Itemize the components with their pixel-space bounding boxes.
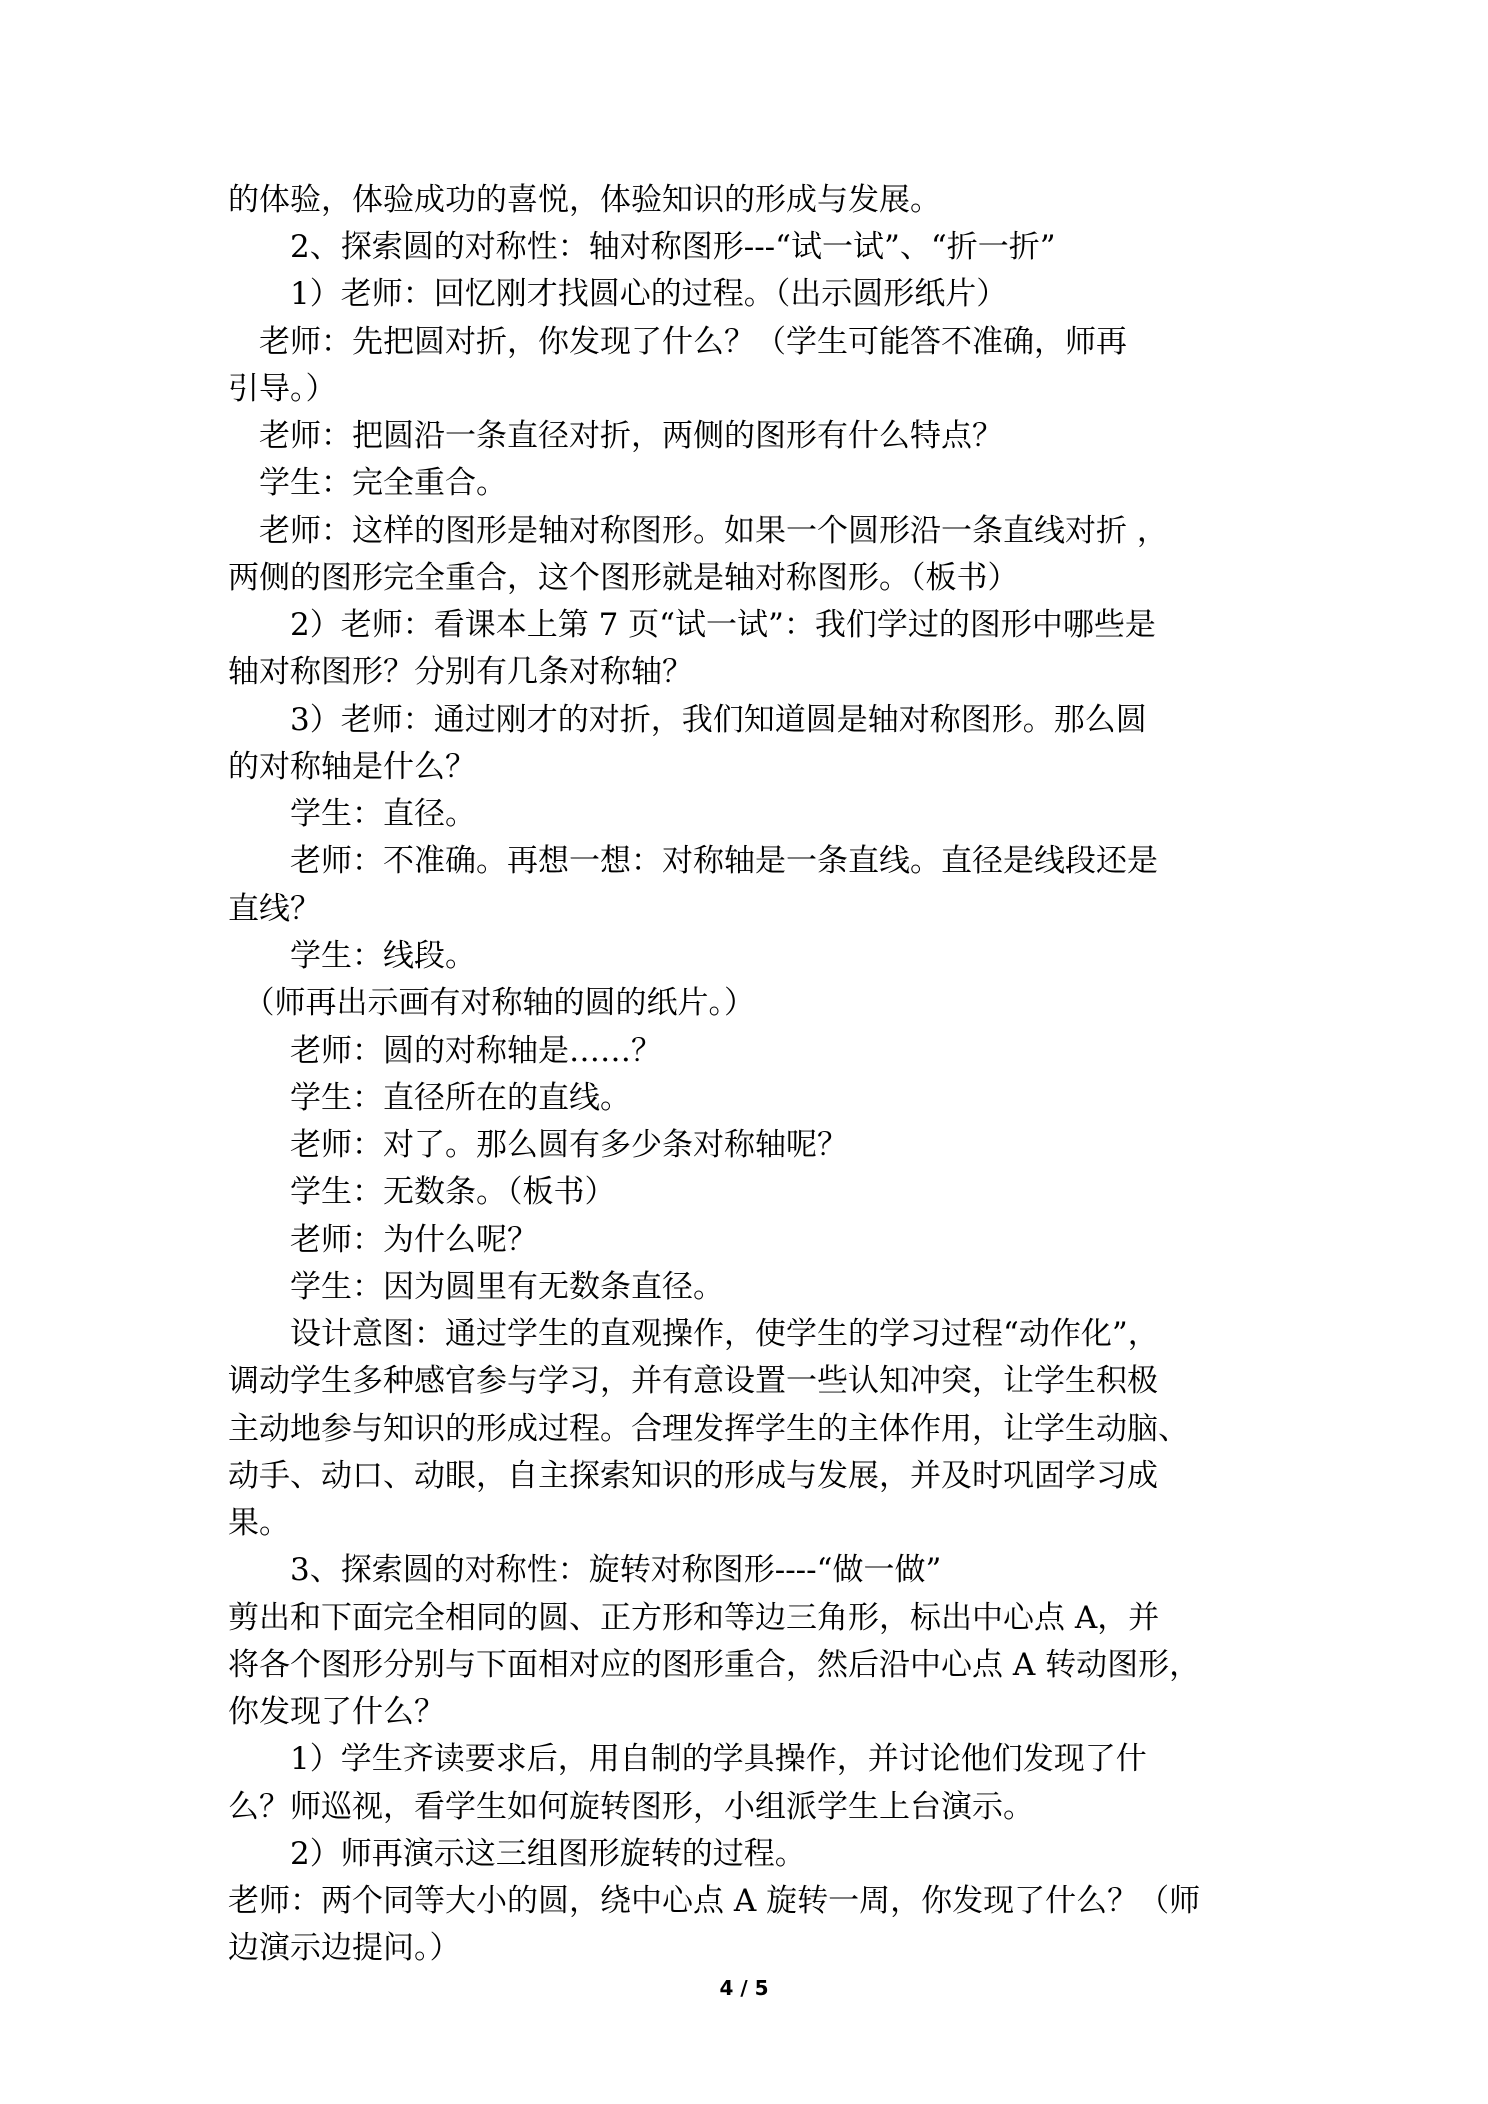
text-line: 老师：先把圆对折，你发现了什么？（学生可能答不准确，师再: [228, 324, 1127, 360]
text-line: 学生：直径所在的直线。: [228, 1080, 631, 1116]
text-line: 老师：这样的图形是轴对称图形。如果一个圆形沿一条直线对折 ，: [228, 513, 1168, 549]
page-number: 4 / 5: [719, 1976, 769, 2000]
text-line: 你发现了什么？: [228, 1694, 445, 1730]
text-line: 1）学生齐读要求后，用自制的学具操作，并讨论他们发现了什: [228, 1741, 1147, 1777]
text-line: 两侧的图形完全重合，这个图形就是轴对称图形。（板书）: [228, 560, 1019, 596]
text-line: 学生：完全重合。: [228, 465, 507, 501]
text-line: 1）老师：回忆刚才找圆心的过程。（出示圆形纸片）: [228, 276, 1008, 312]
text-line: 老师：不准确。再想一想：对称轴是一条直线。直径是线段还是: [228, 843, 1158, 879]
text-line: 老师：圆的对称轴是……？: [228, 1033, 662, 1069]
text-line: 2）师再演示这三组图形旋转的过程。: [228, 1836, 806, 1872]
text-line: 学生：因为圆里有无数条直径。: [228, 1269, 724, 1305]
text-line: 3、探索圆的对称性：旋转对称图形----“做一做”: [228, 1552, 942, 1588]
text-line: 轴对称图形？分别有几条对称轴？: [228, 654, 693, 690]
text-line: 2）老师：看课本上第 7 页“试一试”：我们学过的图形中哪些是: [228, 607, 1156, 643]
text-line: 设计意图：通过学生的直观操作，使学生的学习过程“动作化”，: [228, 1316, 1159, 1352]
text-line: 么？师巡视，看学生如何旋转图形，小组派学生上台演示。: [228, 1789, 1034, 1825]
text-line: 动手、动口、动眼，自主探索知识的形成与发展，并及时巩固学习成: [228, 1458, 1158, 1494]
text-line: （师再出示画有对称轴的圆的纸片。）: [228, 985, 755, 1021]
text-line: 边演示边提问。）: [228, 1930, 461, 1966]
text-line: 学生：无数条。（板书）: [228, 1174, 616, 1210]
text-line: 直线？: [228, 891, 321, 927]
text-line: 2、探索圆的对称性：轴对称图形---“试一试”、“折一折”: [228, 229, 1056, 265]
text-line: 引导。）: [228, 371, 337, 407]
text-line: 老师：把圆沿一条直径对折，两侧的图形有什么特点？: [228, 418, 1003, 454]
text-line: 3）老师：通过刚才的对折，我们知道圆是轴对称图形。那么圆: [228, 702, 1147, 738]
text-line: 调动学生多种感官参与学习，并有意设置一些认知冲突，让学生积极: [228, 1363, 1158, 1399]
text-line: 果。: [228, 1505, 290, 1541]
text-line: 学生：线段。: [228, 938, 476, 974]
text-line: 剪出和下面完全相同的圆、正方形和等边三角形，标出中心点 A，并: [228, 1600, 1160, 1636]
text-line: 的体验，体验成功的喜悦，体验知识的形成与发展。: [228, 182, 941, 218]
text-line: 老师：两个同等大小的圆，绕中心点 A 旋转一周，你发现了什么？（师: [228, 1883, 1201, 1919]
text-line: 老师：对了。那么圆有多少条对称轴呢？: [228, 1127, 848, 1163]
text-line: 老师：为什么呢？: [228, 1222, 538, 1258]
text-line: 将各个图形分别与下面相对应的图形重合，然后沿中心点 A 转动图形，: [228, 1647, 1201, 1683]
text-line: 主动地参与知识的形成过程。合理发挥学生的主体作用，让学生动脑、: [228, 1411, 1189, 1447]
text-line: 的对称轴是什么？: [228, 749, 476, 785]
text-line: 学生：直径。: [228, 796, 476, 832]
